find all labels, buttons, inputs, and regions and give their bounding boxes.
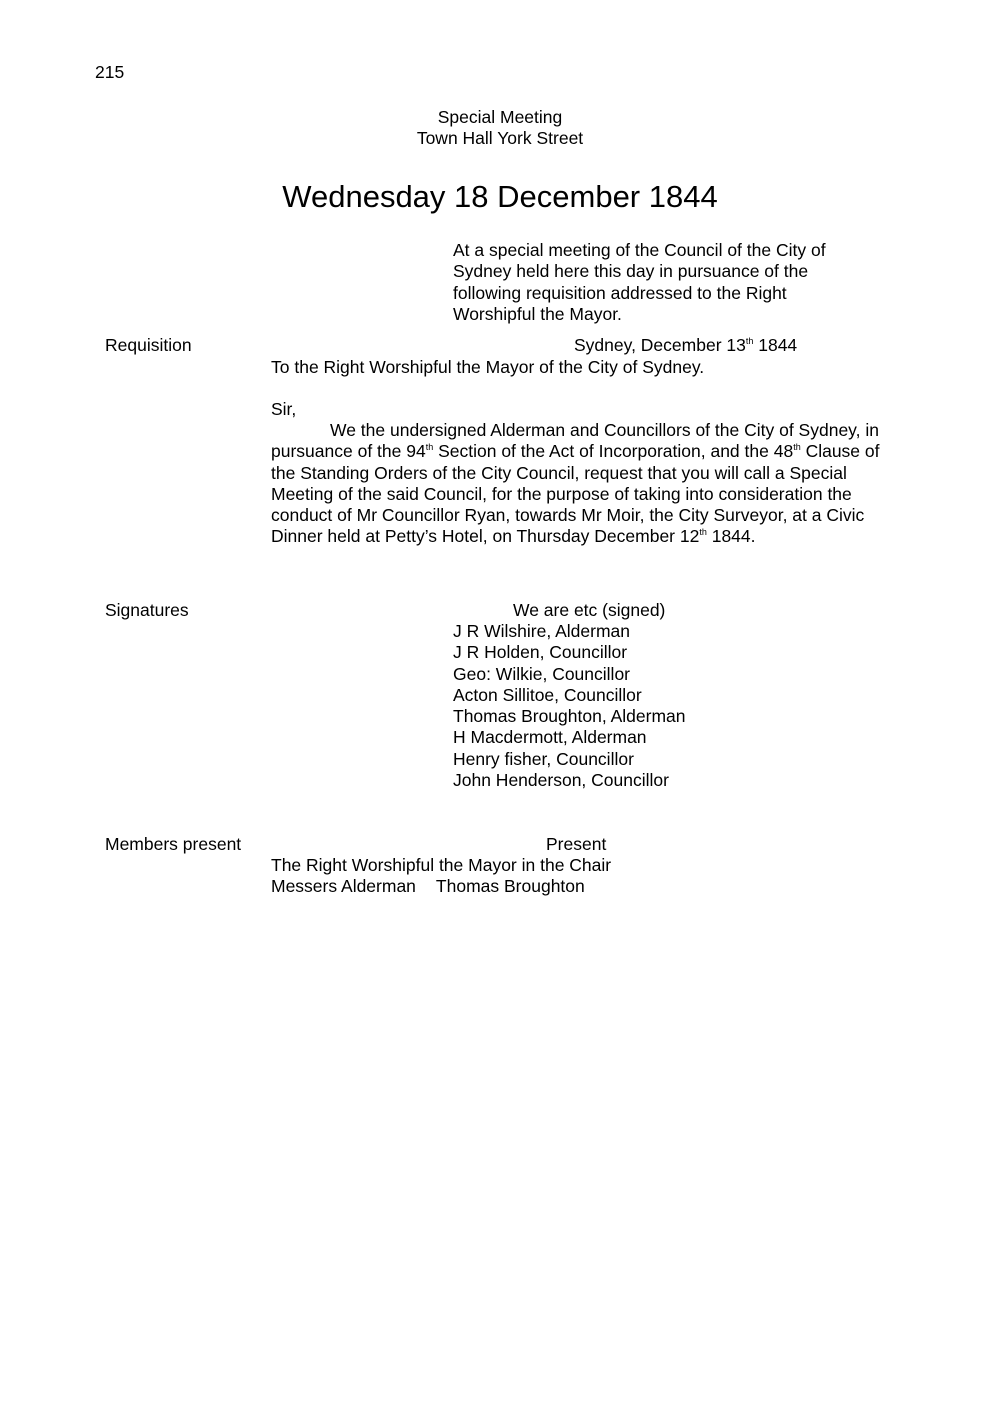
messers-line (271, 876, 611, 897)
requisition-addressee: To the Right Worshipful the Mayor of the City of Sydney. (271, 357, 705, 377)
signatures-closing: We are etc (signed) (513, 600, 666, 620)
requisition-date (574, 335, 797, 356)
members-list (271, 855, 611, 898)
meeting-location: Town Hall York Street (416, 128, 584, 149)
chair-line: The Right Worshipful the Mayor in the Chair (271, 855, 612, 875)
signatures-margin-label: Signatures (105, 600, 189, 620)
signature-list (453, 621, 686, 791)
letter-text-2: Section of the Act of Incorporation, and the 48 (433, 441, 794, 462)
letter-ordinal-3: th (699, 527, 707, 538)
meeting-type: Special Meeting (437, 107, 563, 127)
page-title: Wednesday 18 December 1844 (282, 179, 718, 214)
letter-text-1: We the undersigned Alderman and Councillors of the City of Sydney, in pursuance of the 94 (271, 420, 879, 462)
messers-label: Messers Alderman (271, 876, 416, 897)
requisition-date-year: 1844 (753, 335, 798, 355)
signature-item: Thomas Broughton, Alderman (453, 706, 686, 727)
requisition-date-ordinal: th (745, 336, 754, 346)
signature-item: J R Wilshire, Alderman (453, 621, 630, 641)
letter-ordinal-2: th (793, 442, 801, 453)
intro-paragraph: At a special meeting of the Council of the City of Sydney held here this day in pursuance of the following requisition addressed to the Right Worshipful the Mayor. (453, 240, 826, 324)
requisition-margin-label: Requisition (105, 335, 192, 355)
members-margin-label: Members present (105, 834, 242, 854)
letter-text-4: 1844. (706, 526, 756, 547)
signature-item: Henry fisher, Councillor (453, 748, 634, 769)
page-number: 215 (95, 62, 125, 82)
requisition-date-text: Sydney, December 13 (574, 335, 746, 355)
members-present-heading: Present (546, 834, 607, 854)
signature-item: J R Holden, Councillor (453, 642, 628, 663)
signature-item: H Macdermott, Alderman (453, 727, 647, 748)
requisition-letter (271, 420, 891, 548)
salutation: Sir, (271, 399, 297, 419)
letter-text-3: Clause of the Standing Orders of the City Council, request that you will call a Special Meeting of the said Council, for the purpose of taking into consideration the conduct of Mr Councillor Ryan, towards Mr Moir, the City Surveyor, at a Civic Dinner held at Petty’s Hotel, on Thursday December 12 (271, 441, 880, 547)
signature-item: John Henderson, Councillor (453, 770, 669, 791)
meeting-heading (0, 107, 1000, 150)
messers-name: Thomas Broughton (435, 876, 585, 897)
signature-item: Acton Sillitoe, Councillor (453, 684, 642, 705)
signature-item: Geo: Wilkie, Councillor (453, 663, 630, 684)
letter-ordinal-1: th (425, 442, 434, 453)
